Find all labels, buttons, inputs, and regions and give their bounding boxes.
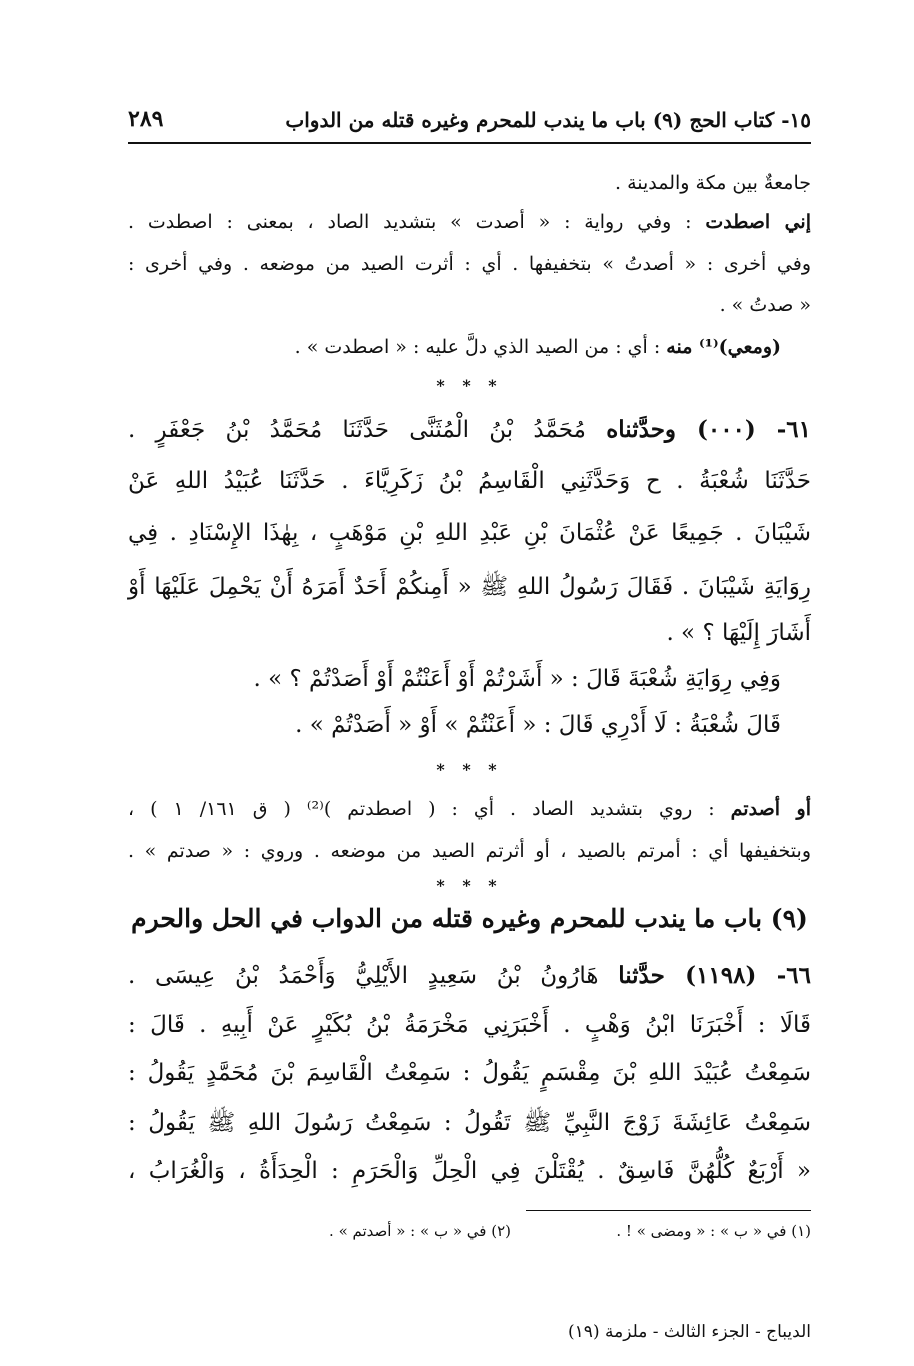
book-page <box>128 0 811 1366</box>
section-divider: * * * <box>436 876 503 895</box>
hadith-line: أَشَارَ إِلَيْهَا ؟ » . <box>666 620 811 646</box>
lemma: (ومعي)⁽¹⁾ منه <box>666 336 781 358</box>
hadith-line: سَمِعْتُ عُبَيْدَ اللهِ بْنَ مِقْسَمٍ يَقُولُ : سَمِعْتُ الْقَاسِمَ بْنَ مُحَمَّدٍ يَقُولُ : <box>128 1060 811 1086</box>
hadith-line: سَمِعْتُ عَائِشَةَ زَوْجَ النَّبِيِّ ﷺ تَقُولُ : سَمِعْتُ رَسُولَ اللهِ ﷺ يَقُولُ : <box>128 1110 811 1136</box>
hadith-line: قَالَ شُعْبَةُ : لَا أَدْرِي قَالَ : « أَعَنْتُمْ » أَوْ « أَصَدْتُمْ » . <box>295 712 781 738</box>
hadith-line <box>128 962 811 989</box>
hadith-line: « أَرْبَعٌ كُلُّهُنَّ فَاسِقٌ . يُقْتَلْنَ فِي الْحِلِّ وَالْحَرَمِ : الْحِدَأَةُ ، وَالْغُرَابُ ، <box>128 1158 811 1184</box>
gloss: : روي بتشديد الصاد . أي : ( اصطدتم )⁽²⁾ ( ق ١٦١/ ١ ) ، <box>128 798 731 820</box>
footnote-2: (٢) في « ب » : « أصدتم » . <box>329 1222 511 1240</box>
hadith-line: شَيْبَانَ . جَمِيعًا عَنْ عُثْمَانَ بْنِ عَبْدِ اللهِ بْنِ مَوْهَبٍ ، بِهٰذَا الإِسْنَادِ . فِي <box>128 520 811 546</box>
text-line: « صدتُ » . <box>719 294 811 316</box>
hadith-text: مُحَمَّدُ بْنُ الْمُثَنَّى حَدَّثَنَا مُحَمَّدُ بْنُ جَعْفَرٍ . <box>128 417 607 443</box>
section-divider: * * * <box>436 376 503 395</box>
page-number: ٢٨٩ <box>128 106 164 132</box>
gloss: : أي : من الصيد الذي دلَّ عليه : « اصطدت » . <box>294 336 667 358</box>
hadith-line: حَدَّثَنَا شُعْبَةُ . ح وَحَدَّثَنِي الْقَاسِمُ بْنُ زَكَرِيَّاءَ . حَدَّثَنَا عُبَيْدُ اللهِ عَنْ <box>128 468 811 494</box>
hadith-number: ٦٦- (١١٩٨) حدَّثنا <box>618 962 812 989</box>
hadith-line: وَفِي رِوَايَةِ شُعْبَةَ قَالَ : « أَشَرْتُمْ أَوْ أَعَنْتُمْ أَوْ أَصَدْتُمْ ؟ » . <box>253 666 781 692</box>
text-line: جامعةٌ بين مكة والمدينة . <box>614 172 811 194</box>
hadith-number: ٦١- (٠٠٠) وحدَّثناه <box>606 416 811 443</box>
text-line: وبتخفيفها أي : أمرتم بالصيد ، أو أثرتم الصيد من موضعه . وروي : « صدتم » . <box>128 840 811 862</box>
running-header <box>128 104 811 140</box>
footnote-rule <box>526 1210 811 1211</box>
text-line <box>128 798 811 820</box>
hadith-line <box>128 416 811 443</box>
text-line <box>128 336 811 358</box>
footnote-1: (١) في « ب » : « ومضى » ! . <box>616 1222 811 1240</box>
hadith-line: قَالَا : أَخْبَرَنَا ابْنُ وَهْبٍ . أَخْبَرَنِي مَخْرَمَةُ بْنُ بُكَيْرٍ عَنْ أَبِيهِ . قَالَ : <box>128 1012 811 1038</box>
lemma: أو أصدتم <box>730 798 811 820</box>
hadith-text: هَارُونُ بْنُ سَعِيدٍ الأَيْلِيُّ وَأَحْمَدُ بْنُ عِيسَى . <box>128 963 619 989</box>
section-divider: * * * <box>436 760 503 779</box>
running-title: ١٥- كتاب الحج (٩) باب ما يندب للمحرم وغيره قتله من الدواب <box>285 108 811 132</box>
printer-signature: الديباج - الجزء الثالث - ملزمة (١٩) <box>568 1322 811 1342</box>
lemma: إني اصطدت <box>705 211 811 233</box>
gloss: : وفي رواية : « أصدت » بتشديد الصاد ، بمعنى : اصطدت . <box>128 211 706 233</box>
header-rule <box>128 142 811 144</box>
text-line: وفي أخرى : « أصدتُ » بتخفيفها . أي : أثرت الصيد من موضعه . وفي أخرى : <box>128 253 811 275</box>
text-line <box>128 211 811 233</box>
chapter-heading: (٩) باب ما يندب للمحرم وغيره قتله من الدواب في الحل والحرم <box>131 904 808 933</box>
hadith-line: رِوَايَةِ شَيْبَانَ . فَقَالَ رَسُولُ اللهِ ﷺ « أَمِنكُمْ أَحَدٌ أَمَرَهُ أَنْ يَحْمِلَ عَلَيْهَا أَوْ <box>128 574 811 600</box>
